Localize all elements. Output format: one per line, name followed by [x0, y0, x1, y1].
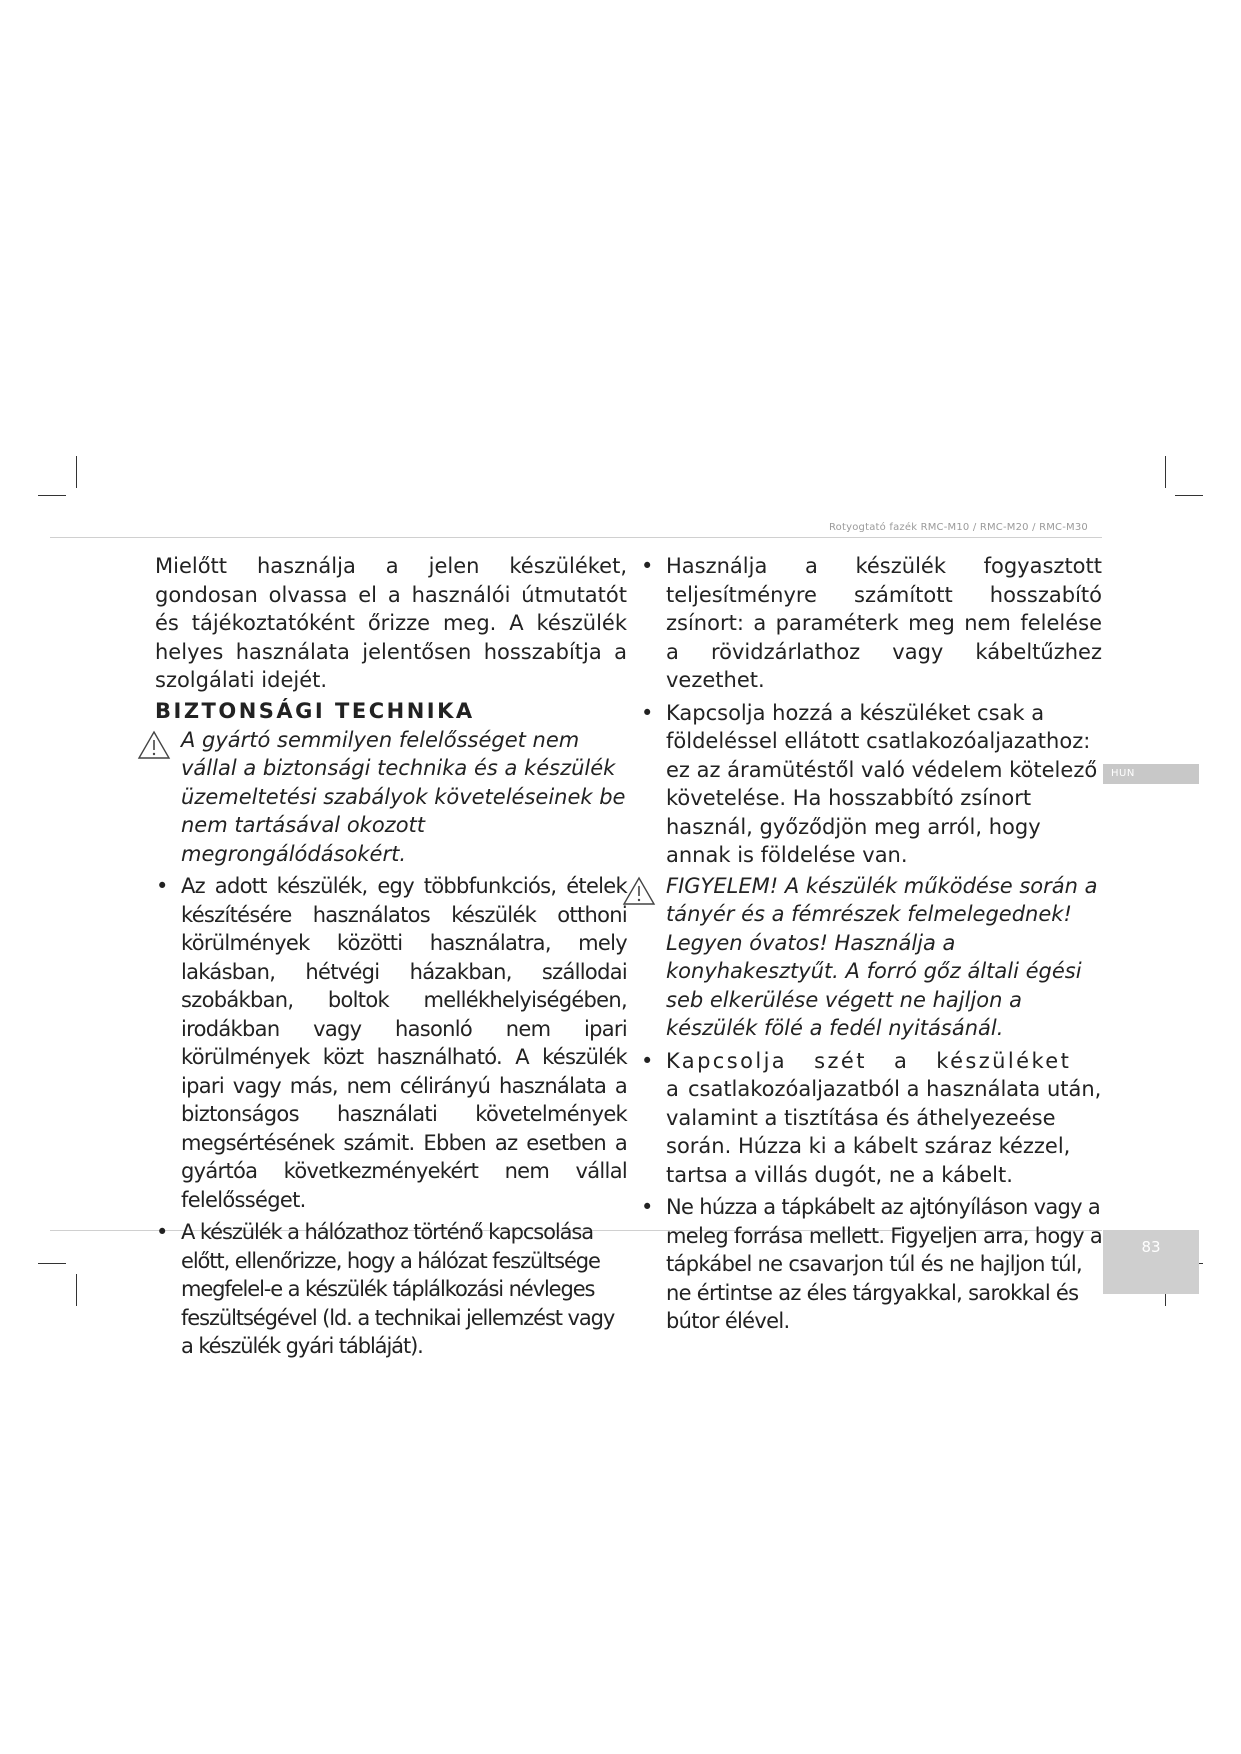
crop-mark — [76, 1274, 77, 1306]
list-item — [640, 1047, 1102, 1190]
list-item — [155, 1218, 627, 1361]
warning-icon — [137, 730, 171, 760]
warning-text: FIGYELEM! A készülék működése során a tányér és a fémrészek felmelegednek! Legyen óvatos! Használja a konyhakesztyűt. A forró gőz általi égési seb elkerülése végett ne hajljon a készülék fölé a fedél nyitásánál. — [666, 873, 1098, 1040]
intro-paragraph: Mielőtt használja a jelen készüléket, gondosan olvassa el a használói útmutatót és tájékoztatóként őrizze meg. A készülék helyes használata jelentősen hosszabítja a szolgálati idejét. — [155, 554, 627, 692]
warning-block — [640, 872, 1102, 1043]
warning-text: A gyártó semmilyen felelősséget nem vállal a biztonsági technika és a készülék üzemeltetési szabályok követeléseinek be nem tartásával okozott megrongálódásokért. — [181, 727, 626, 866]
list-item-text: • A készülék a hálózathoz történő kapcsolása előtt, ellenőrizze, hogy a hálózat feszültsége megfelel-e a készülék táplálkozási névleges feszültségével (ld. a technikai jellemzést vagy a készülék gyári tábláját). — [181, 1220, 615, 1358]
list-item-lead: Kapcsolja szét a készüléket a — [666, 1048, 1072, 1101]
list-item-text: • Az adott készülék, egy többfunkciós, ételek készítésére használatos készülék otthoni körülmények közötti használatra, mely lakásban, hétvégi házakban, szállodai szobákban, boltok mellékhelyiségében, irodákban vagy hasonló nem ipari körülmények közt használható. A készülék ipari vagy más, nem célirányú használata a biztonságos használati követelmények megsértésének számit. Ebben az esetben a gyártóa következményekért nem vállal felelősséget. — [181, 874, 627, 1212]
list-item-text: • Ne húzza a tápkábelt az ajtónyíláson vagy a meleg forrása mellett. Figyeljen arra, hogy a tápkábel ne csavarjon túl és ne hajljon túl, ne értintse az éles tárgyakkal, sarokkal és bútor élével. — [666, 1195, 1102, 1333]
page-number: 83 — [1103, 1230, 1199, 1294]
header-rule — [50, 537, 1102, 538]
list-item-text: • Kapcsolja hozzá a készüléket csak a földeléssel ellátott csatlakozóaljazathoz: ez az áramütéstől való védelem kötelező követelése. Ha hosszabbító zsínort használ, győződjön meg arról, hogy annak is földelése van. — [666, 700, 1098, 867]
crop-mark — [76, 456, 77, 488]
right-column — [640, 552, 1102, 1336]
language-tab: HUN — [1103, 764, 1199, 784]
list-item — [155, 872, 627, 1214]
section-title: BIZTONSÁGI TECHNIKA — [155, 698, 475, 723]
warning-block — [155, 726, 627, 869]
list-item-rest: csatlakozóaljazatból a használata után, valamint a tisztítása és áthelyezeése során. Húzza ki a kábelt száraz kézzel, tartsa a villás dugót, ne a kábelt. — [666, 1077, 1102, 1187]
running-header: Rotyogtató fazék RMC-M10 / RMC-M20 / RMC-M30 — [828, 522, 1088, 533]
list-item — [640, 1193, 1102, 1336]
crop-mark — [38, 1263, 66, 1264]
list-item — [640, 699, 1102, 870]
list-item-text: • Használja a készülék fogyasztott teljesítményre számított hosszabító zsínort: a paraméterk meg nem felelése a rövidzárlathoz vagy kábeltűzhez vezethet. — [666, 554, 1102, 692]
list-item — [640, 552, 1102, 695]
warning-icon — [622, 876, 656, 906]
crop-mark — [1165, 456, 1166, 488]
crop-mark — [1175, 495, 1203, 496]
list-item-text — [666, 1047, 1102, 1190]
crop-mark — [38, 495, 66, 496]
left-column — [155, 552, 627, 1361]
